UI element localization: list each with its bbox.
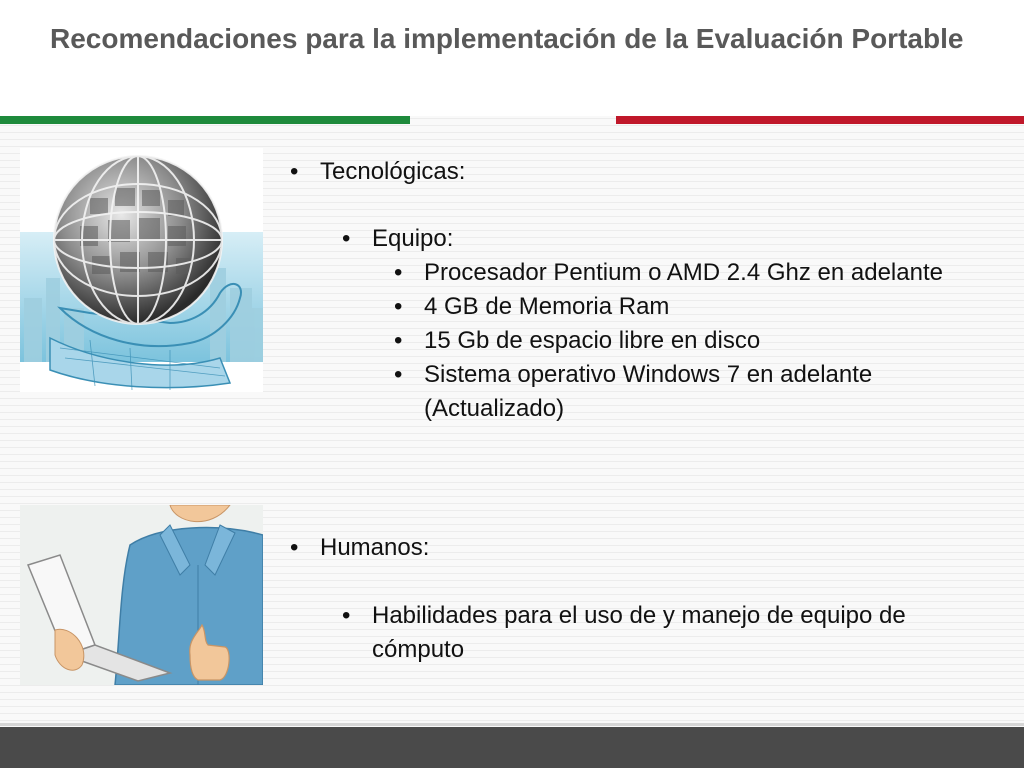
slide-title: Recomendaciones para la implementación de la Evaluación Portable (50, 23, 964, 54)
person-laptop-icon (20, 505, 263, 685)
equipment-heading: • Equipo: (372, 222, 992, 256)
equipment-item-ram: • 4 GB de Memoria Ram (424, 290, 984, 324)
tech-subsection (372, 222, 992, 256)
equipment-item-disk: • 15 Gb de espacio libre en disco (424, 324, 984, 358)
tech-section (320, 155, 1000, 189)
equipment-list (424, 256, 984, 426)
slide-header (0, 0, 1024, 116)
tech-heading: • Tecnológicas: (320, 155, 1000, 189)
globe-icon (20, 148, 263, 392)
footer-bar (0, 727, 1024, 768)
human-heading: • Humanos: (320, 531, 1000, 565)
human-section (320, 531, 1000, 565)
equipment-item-os: • Sistema operativo Windows 7 en adelante (Actualizado) (424, 358, 984, 426)
accent-stripe-green (0, 116, 410, 124)
accent-stripe-red (616, 116, 1024, 124)
footer-divider (0, 723, 1024, 726)
human-skills-list (372, 599, 992, 667)
globe-illustration (20, 148, 263, 392)
human-skill-item: • Habilidades para el uso de y manejo de equipo de cómputo (372, 599, 992, 667)
person-laptop-illustration (20, 505, 263, 685)
equipment-item-processor: • Procesador Pentium o AMD 2.4 Ghz en adelante (424, 256, 984, 290)
